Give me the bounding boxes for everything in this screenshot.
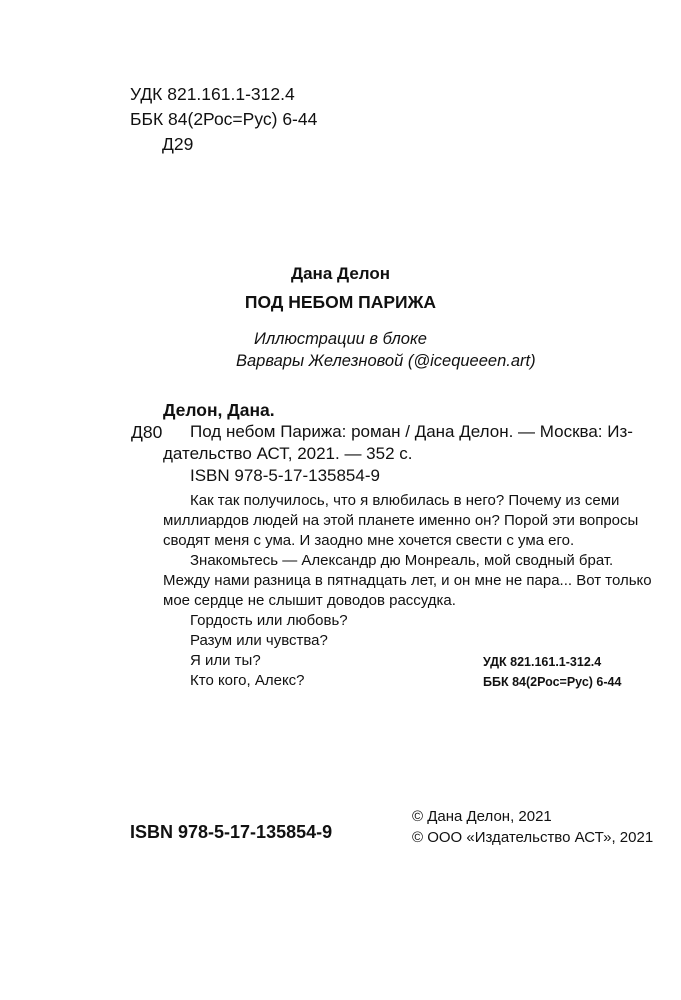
udk-code: УДК 821.161.1-312.4 bbox=[130, 84, 295, 104]
classification-codes bbox=[130, 82, 317, 157]
annotation-question-2: Разум или чувства? bbox=[190, 632, 328, 649]
annotation-p2-line-2: Между нами разница в пятнадцать лет, и он мне не пара... Вот только bbox=[163, 572, 652, 589]
illustrations-line-2: Варвары Железновой (@icequeeen.art) bbox=[236, 352, 536, 370]
copyright-author: © Дана Делон, 2021 bbox=[412, 808, 552, 825]
catalog-author-heading: Делон, Дана. bbox=[163, 400, 275, 420]
catalog-mark: Д80 bbox=[131, 422, 163, 442]
small-classification-codes bbox=[483, 652, 621, 692]
footer-isbn: ISBN 978-5-17-135854-9 bbox=[130, 822, 333, 842]
bbk-code: ББК 84(2Рос=Рус) 6-44 bbox=[130, 109, 318, 129]
small-bbk-code: ББК 84(2Рос=Рус) 6-44 bbox=[483, 675, 622, 689]
annotation-p1-line-2: миллиардов людей на этой планете именно он? Порой эти вопросы bbox=[163, 512, 639, 529]
annotation-p1-line-1: Как так получилось, что я влюбилась в него? Почему из семи bbox=[190, 492, 620, 509]
catalog-entry-line-1: Под небом Парижа: роман / Дана Делон. — Москва: Из- bbox=[190, 422, 633, 441]
annotation-p2-line-3: мое сердце не слышит доводов рассудка. bbox=[163, 592, 456, 609]
book-author: Дана Делон bbox=[290, 264, 390, 283]
annotation-question-4: Кто кого, Алекс? bbox=[190, 672, 305, 689]
illustrations-line-1: Иллюстрации в блоке bbox=[254, 330, 427, 348]
annotation-p1-line-3: сводят меня с ума. И заодно мне хочется свести с ума его. bbox=[163, 532, 575, 549]
annotation-question-3: Я или ты? bbox=[190, 652, 261, 669]
copyright-publisher: © ООО «Издательство АСТ», 2021 bbox=[412, 829, 654, 846]
book-title: ПОД НЕБОМ ПАРИЖА bbox=[244, 292, 437, 312]
annotation-question-1: Гордость или любовь? bbox=[190, 612, 348, 629]
annotation-p2-line-1: Знакомьтесь — Александр дю Монреаль, мой сводный брат. bbox=[190, 552, 614, 569]
author-mark: Д29 bbox=[162, 134, 194, 154]
catalog-isbn: ISBN 978-5-17-135854-9 bbox=[190, 466, 380, 485]
catalog-entry-line-2: дательство АСТ, 2021. — 352 с. bbox=[163, 444, 413, 463]
small-udk-code: УДК 821.161.1-312.4 bbox=[483, 655, 602, 669]
